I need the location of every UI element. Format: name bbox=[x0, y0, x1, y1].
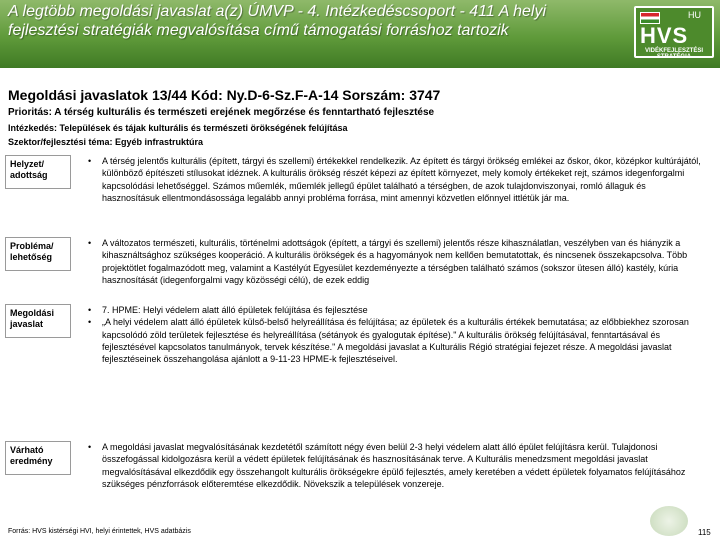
bullet-item bbox=[86, 441, 704, 490]
bullet-text: A térség jelentős kulturális (épített, tárgyi és szellemi) értékekkel rendelkezik. Az épített és tárgyi örökség emlékei az őskor, ókor, középkor kultúrájától, különböző építészeti stílusokat idéznek. A kulturális örökség részét képezi az épített környezet, mely komoly értékeket rejt, számos idegenforgalmi kapcsolódási lehetőséggel. Számos műemlék, műemlék jellegű épület található a térségben, de azok tulajdonviszonyai, romló állaguk és hasznosításuk ellentmondásossága legalább annyi probléma forrása, mint amennyi közvetlen előnnyel ittlétük jár ma. bbox=[102, 156, 701, 203]
bullet-icon: • bbox=[88, 156, 92, 166]
logo-emblem: HU bbox=[688, 10, 701, 20]
row-label: Megoldási javaslat bbox=[5, 304, 71, 338]
sector-line: Szektor/fejlesztési téma: Egyéb infrastruktúra bbox=[8, 137, 204, 147]
page-number: 115 bbox=[698, 528, 711, 537]
bullet-text: „A helyi védelem alatt álló épületek külső-belső helyreállítása és felújítása; az épületek és a kulturális értékek bemutatása; az előbbiekhez szorosan kapcsolódó zöld területek fejlesztése és helyreállítása (sétányok és gyalogutak építése)." A kulturális örökség felújításával, fenntartásával és fejlesztésével kapcsolatos tanulmányok, tervek készítése." A megoldási javaslat a Kulturális Régió stratégiai fejezet része. A megoldási javaslat fejlesztéseinek összehangolása ajánlott a 9-11-23 HPME-k fejlesztéseivel. bbox=[102, 317, 689, 365]
bullet-icon: • bbox=[88, 238, 92, 248]
bullet-icon: • bbox=[88, 317, 92, 328]
intervention-line: Intézkedés: Települések és tájak kulturális és természeti örökségének felújítása bbox=[8, 123, 348, 133]
row-label: Probléma/ lehetőség bbox=[5, 237, 71, 271]
row-body bbox=[86, 155, 704, 204]
bullet-text: 7. HPME: Helyi védelem alatt álló épületek felújítása és fejlesztése bbox=[102, 305, 368, 315]
row-body bbox=[86, 237, 704, 286]
row-body bbox=[86, 441, 704, 490]
row-body bbox=[86, 304, 704, 365]
row-label: Helyzet/ adottság bbox=[5, 155, 71, 189]
bullet-item bbox=[86, 304, 704, 316]
header-title: A legtöbb megoldási javaslat a(z) ÚMVP - 4. Intézkedéscsoport - 411 A helyi fejlesztési stratégiák megvalósítása című támogatási forráshoz tartozik bbox=[8, 3, 547, 39]
logo-text: HVS bbox=[640, 23, 689, 48]
bullet-icon: • bbox=[88, 305, 92, 315]
bullet-item bbox=[86, 155, 704, 204]
header-banner bbox=[0, 0, 720, 68]
bullet-icon: • bbox=[88, 442, 92, 452]
bullet-text: A megoldási javaslat megvalósításának kezdetétől számított négy éven belül 2-3 helyi védelem alatt álló épület felújításra kerül. Tulajdonosi összefogással kidolgozásra kerül a védett épületek felújításának és hasznosításának terve. A Kulturális menedzsment megoldási javaslat megvalósításával elkezdődik egy összehangolt kulturális örökségekre épülő fejlesztés, amely keretében a védett épületek folyamatos felújításához szükséges pénzforrások előteremtése elkezdődik. Növekszik a települések vonzereje. bbox=[102, 442, 686, 489]
bullet-item bbox=[86, 237, 704, 286]
bullet-text: A változatos természeti, kulturális, történelmi adottságok (épített, a tárgyi és szellemi) jelentős része kihasználatlan, veszélyben van és hiányzik a kihasználtsághoz szükséges kooperáció. A kulturális örökségek és a hagyományok nem kellően bemutatottak, és nincsenek összekapcsolva. Több projektötlet fogalmazódott meg, valamint a Kastélyút Egyesület kezdeményezte a térségben található számos (sokszor ütesen álló) kastély, kúria hasznosítását (idegenforgalmi vagy közösségi célú), de ezek eddig bbox=[102, 238, 688, 285]
watermark-badge-icon bbox=[650, 506, 688, 536]
logo-subtitle: VIDÉKFEJLESZTÉSI STRATÉGIA bbox=[644, 48, 703, 60]
footer-source: Forrás: HVS kistérségi HVI, helyi érintettek, HVS adatbázis bbox=[8, 528, 191, 535]
document-title: Megoldási javaslatok 13/44 Kód: Ny.D-6-Sz.F-A-14 Sorszám: 3747 bbox=[8, 87, 441, 103]
hvs-logo bbox=[634, 6, 714, 58]
bullet-item bbox=[86, 316, 704, 365]
row-label: Várható eredmény bbox=[5, 441, 71, 475]
priority-line: Prioritás: A térség kulturális és természeti erejének megőrzése és fenntartható fejlesztése bbox=[8, 107, 435, 118]
